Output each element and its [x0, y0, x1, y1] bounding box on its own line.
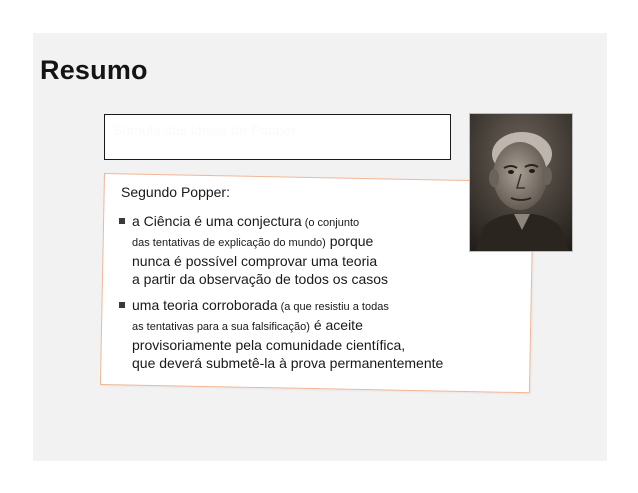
bullet-item-1: [118, 212, 518, 288]
summary-card-content: [118, 183, 518, 380]
bullet-small-text: das tentativas de explicação do mundo): [132, 237, 326, 249]
bullet-line: que deverá submetê-la à prova permanentemente: [132, 355, 444, 371]
bullet-line: [132, 316, 518, 336]
bullet-small-text: (o conjunto: [301, 217, 360, 229]
card-lead: Segundo Popper:: [121, 184, 230, 200]
bullet-line: a partir da observação de todos os casos: [132, 271, 389, 287]
bullet-line: [132, 212, 518, 232]
bullet-main-text: uma teoria corroborada: [132, 297, 278, 313]
bullet-main-text: a Ciência é uma conjectura: [132, 213, 302, 229]
bullet-main-text: é aceite: [309, 317, 363, 333]
bullet-line: provisoriamente pela comunidade científica,: [132, 337, 406, 353]
bullet-line: [132, 232, 518, 252]
bullet-line: [132, 296, 518, 316]
bullet-small-text: (a que resistiu a todas: [277, 301, 389, 313]
slide-title: Resumo: [40, 55, 148, 85]
portrait-photo-icon: [470, 114, 573, 252]
portrait-photo: [469, 113, 573, 252]
bullet-line: nunca é possível comprovar uma teoria: [132, 253, 378, 269]
bullet-main-text: porque: [325, 233, 374, 249]
bullet-small-text: as tentativas para a sua falsificação): [132, 321, 310, 333]
subtitle-box: [104, 114, 451, 160]
subtitle-text: Súmula das ideias de Popper: [113, 122, 296, 138]
bullet-item-2: [118, 296, 518, 372]
bullet-marker: [119, 218, 125, 224]
bullet-marker: [119, 302, 125, 308]
